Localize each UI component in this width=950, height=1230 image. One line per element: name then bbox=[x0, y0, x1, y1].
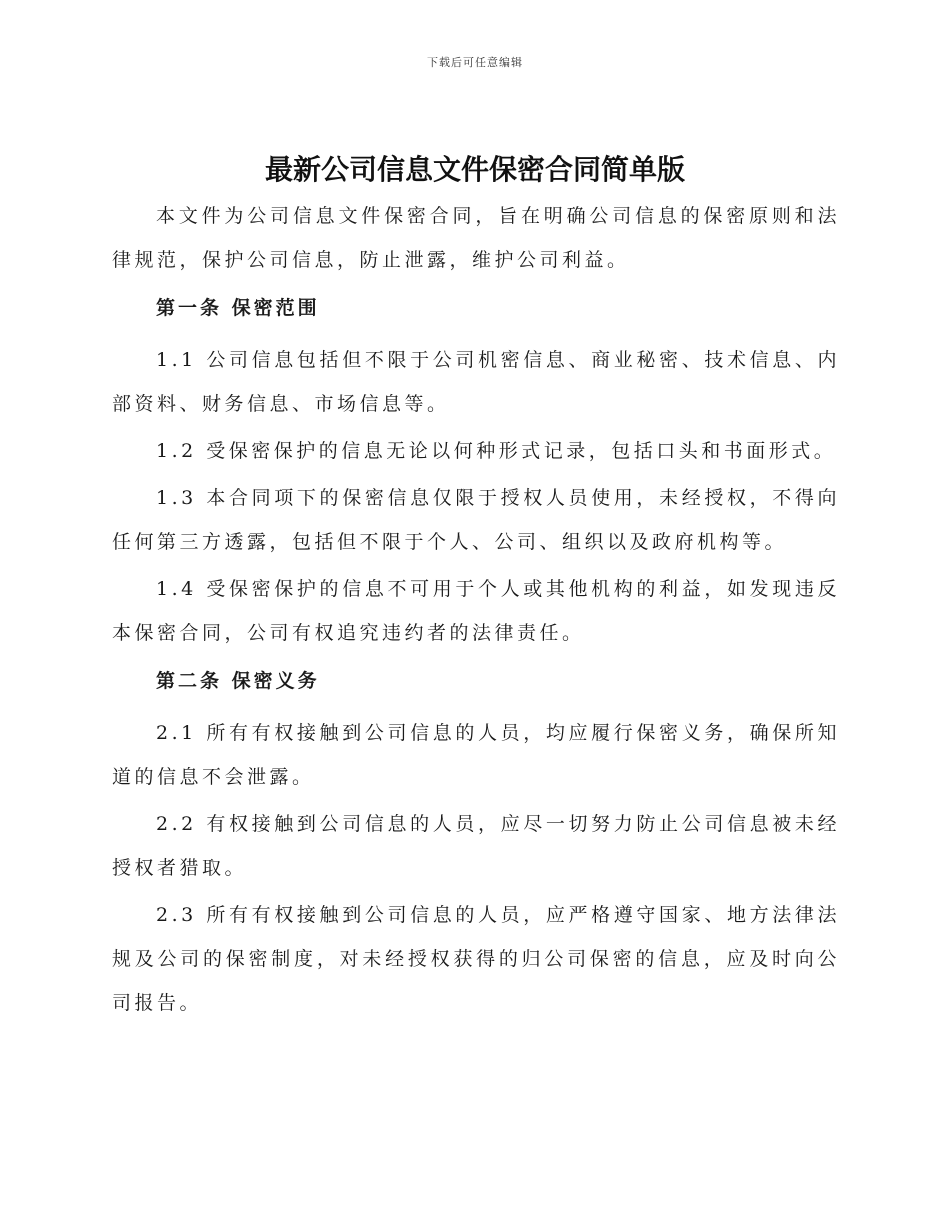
intro-paragraph: 本文件为公司信息文件保密合同，旨在明确公司信息的保密原则和法律规范，保护公司信息，防止泄露，维护公司利益。 bbox=[112, 205, 840, 271]
clause-1-1: 1.1 公司信息包括但不限于公司机密信息、商业秘密、技术信息、内部资料、财务信息、市场信息等。 bbox=[112, 349, 840, 415]
section-1 bbox=[112, 286, 840, 655]
section-heading: 第一条 保密范围 bbox=[156, 297, 320, 319]
clause-2-3: 2.3 所有有权接触到公司信息的人员，应严格遵守国家、地方法律法规及公司的保密制度，对未经授权获得的归公司保密的信息，应及时向公司报告。 bbox=[112, 904, 840, 1014]
section-heading: 第二条 保密义务 bbox=[156, 670, 320, 692]
document-title: 最新公司信息文件保密合同简单版 bbox=[264, 153, 685, 186]
clause-2-2: 2.2 有权接触到公司信息的人员，应尽一切努力防止公司信息被未经授权者猎取。 bbox=[112, 813, 840, 879]
header-note: 下载后可任意编辑 bbox=[427, 56, 523, 69]
document-body bbox=[112, 194, 840, 1028]
clause-1-3: 1.3 本合同项下的保密信息仅限于授权人员使用，未经授权，不得向任何第三方透露，包括但不限于个人、公司、组织以及政府机构等。 bbox=[112, 487, 840, 553]
section-2 bbox=[112, 659, 840, 1025]
clause-1-2: 1.2 受保密保护的信息无论以何种形式记录，包括口头和书面形式。 bbox=[156, 440, 837, 462]
clause-2-1: 2.1 所有有权接触到公司信息的人员，均应履行保密义务，确保所知道的信息不会泄露。 bbox=[112, 722, 840, 788]
clause-1-4: 1.4 受保密保护的信息不可用于个人或其他机构的利益，如发现违反本保密合同，公司有权追究违约者的法律责任。 bbox=[112, 578, 840, 644]
